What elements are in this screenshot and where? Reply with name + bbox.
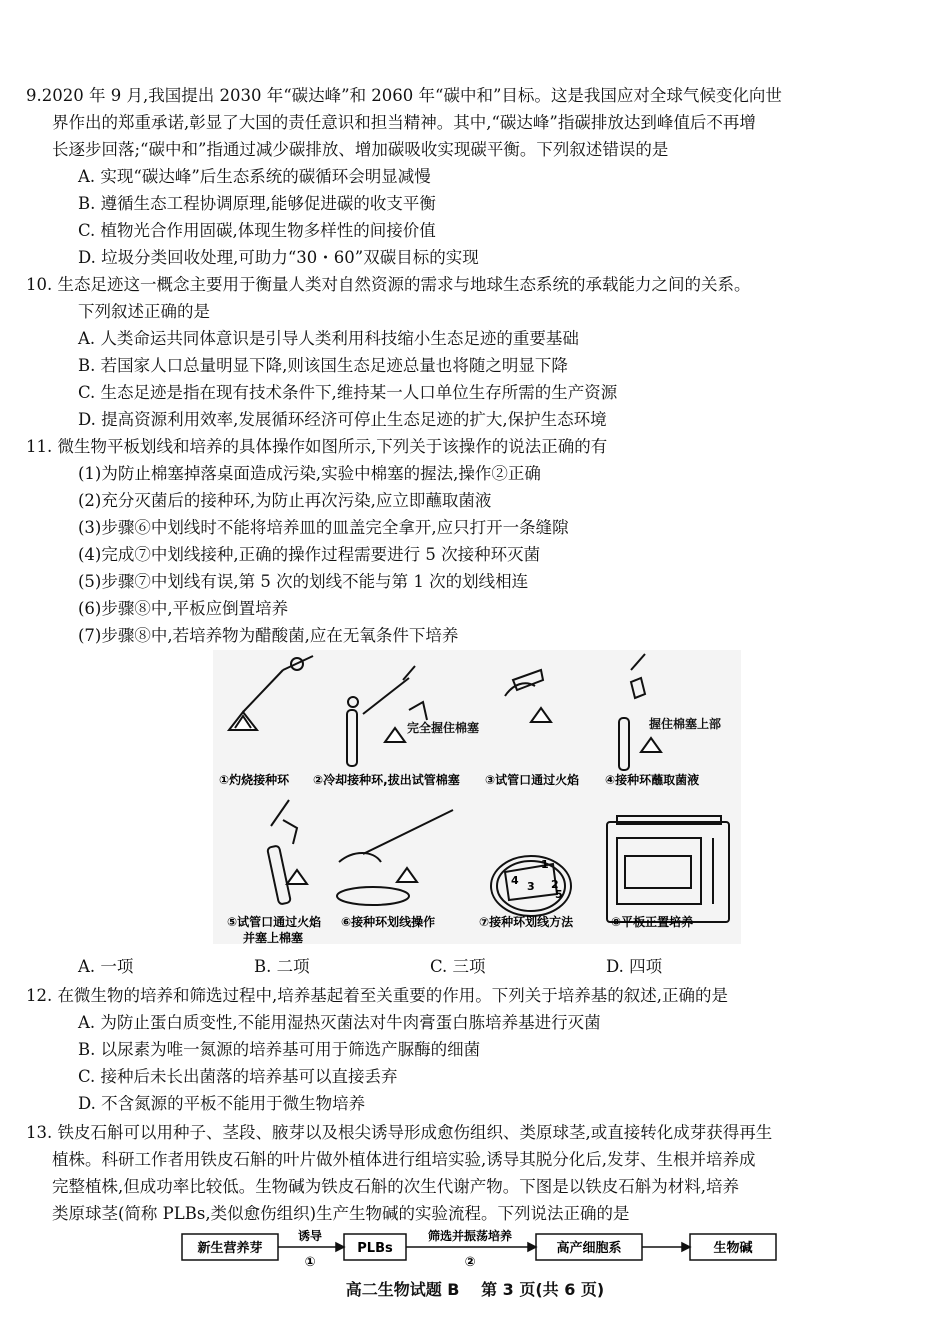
caption-step-7: ⑦接种环划线方法 — [479, 915, 574, 929]
q11-option-row — [52, 953, 914, 980]
step6-streaking-illustration — [337, 810, 453, 905]
q12-option-c: C. 接种后未长出菌落的培养基可以直接丢弃 — [78, 1067, 398, 1086]
q9-option-d: D. 垃圾分类回收处理,可助力“30・60”双碳目标的实现 — [78, 248, 479, 267]
caption-step-3: ③试管口通过火焰 — [485, 773, 580, 787]
q11-statement-2: (2)充分灭菌后的接种环,为防止再次污染,应立即蘸取菌液 — [78, 491, 492, 510]
q11-option-d: D. 四项 — [606, 957, 663, 976]
caption-step-5: ⑤试管口通过火焰 — [227, 915, 322, 929]
flow-arrow1-step: ① — [304, 1255, 316, 1270]
step4-loop-dip-illustration — [619, 654, 661, 770]
flow-label-cell-line: 高产细胞系 — [556, 1241, 622, 1256]
caption-step-8: ⑧平板正置培养 — [611, 915, 694, 929]
q13-stem-line-2: 植株。科研工作者用铁皮石斛的叶片做外植体进行组培实验,诱导其脱分化后,发芽、生根并培养成 — [52, 1150, 756, 1169]
q11-options — [52, 953, 914, 980]
dish-number-1: 1 — [541, 858, 549, 871]
q9-stem-line-3: 长逐步回落;“碳中和”指通过减少碳排放、增加碳吸收实现碳平衡。下列叙述错误的是 — [52, 140, 669, 159]
caption-step-1: ①灼烧接种环 — [219, 773, 290, 787]
flow-arrow2-label: 筛选并振荡培养 — [427, 1229, 513, 1243]
q10-option-b: B. 若国家人口总量明显下降,则该国生态足迹总量也将随之明显下降 — [78, 356, 568, 375]
step8-incubator-illustration — [607, 816, 729, 922]
q13-stem-line-1: 13. 铁皮石斛可以用种子、茎段、腋芽以及根尖诱导形成愈伤组织、类原球茎,或直接转化成芽获得再生 — [26, 1123, 773, 1142]
question-10 — [26, 271, 914, 433]
caption-step-4: ④接种环蘸取菌液 — [605, 773, 700, 787]
page-footer: 高二生物试题 B 第 3 页(共 6 页) — [345, 1280, 605, 1299]
caption-step-2: ②冷却接种环,拔出试管棉塞 — [313, 773, 460, 787]
question-12 — [26, 982, 914, 1117]
flow-label-bud: 新生营养芽 — [197, 1241, 263, 1256]
q11-statement-7: (7)步骤⑧中,若培养物为醋酸菌,应在无氧条件下培养 — [78, 626, 459, 645]
step5-tube-plug-illustration — [267, 800, 307, 905]
q11-statement-6: (6)步骤⑧中,平板应倒置培养 — [78, 599, 289, 618]
question-9 — [26, 82, 914, 271]
q9-stem-line-1: 9.2020 年 9 月,我国提出 2030 年“碳达峰”和 2060 年“碳中和”目标。这是我国应对全球气候变化向世 — [26, 86, 782, 105]
streak-plate-illustration — [213, 650, 741, 944]
q12-option-d: D. 不含氮源的平板不能用于微生物培养 — [78, 1094, 366, 1113]
dish-number-3: 3 — [527, 880, 535, 893]
q10-option-d: D. 提高资源利用效率,发展循环经济可停止生态足迹的扩大,保护生态环境 — [78, 410, 607, 429]
q10-stem-line-2: 下列叙述正确的是 — [78, 302, 210, 321]
caption-step-5-line-2: 并塞上棉塞 — [243, 931, 304, 944]
q11-option-a: A. 一项 — [78, 957, 134, 976]
dish-number-2: 2 — [551, 878, 559, 891]
question-11 — [26, 433, 914, 649]
flow-arrow2-step: ② — [464, 1255, 476, 1270]
q11-stem: 11. 微生物平板划线和培养的具体操作如图所示,下列关于该操作的说法正确的有 — [26, 437, 608, 456]
dish-number-4: 4 — [511, 874, 519, 887]
callout-full-grip: 完全握住棉塞 — [407, 721, 480, 735]
q11-statement-4: (4)完成⑦中划线接种,正确的操作过程需要进行 5 次接种环灭菌 — [78, 545, 541, 564]
q10-option-a: A. 人类命运共同体意识是引导人类利用科技缩小生态足迹的重要基础 — [78, 329, 579, 348]
streak-plate-figure — [213, 650, 741, 944]
caption-step-6: ⑥接种环划线操作 — [341, 915, 436, 929]
q13-stem-line-3: 完整植株,但成功率比较低。生物碱为铁皮石斛的次生代谢产物。下图是以铁皮石斛为材料,培养 — [52, 1177, 739, 1196]
q9-option-c: C. 植物光合作用固碳,体现生物多样性的间接价值 — [78, 221, 436, 240]
q11-option-c: C. 三项 — [430, 957, 486, 976]
step2-cool-loop-illustration — [347, 666, 427, 766]
q12-stem: 12. 在微生物的培养和筛选过程中,培养基起着至关重要的作用。下列关于培养基的叙述,正确的是 — [26, 986, 728, 1005]
q11-statement-3: (3)步骤⑥中划线时不能将培养皿的皿盖完全拿开,应只打开一条缝隙 — [78, 518, 569, 537]
flow-arrow1-label: 诱导 — [297, 1229, 323, 1243]
callout-upper-grip: 握住棉塞上部 — [649, 717, 722, 731]
flow-label-plbs: PLBs — [357, 1241, 393, 1256]
q9-stem-line-2: 界作出的郑重承诺,彰显了大国的责任意识和担当精神。其中,“碳达峰”指碳排放达到峰值后不再增 — [52, 113, 756, 132]
step3-tube-flame-illustration — [505, 670, 551, 722]
q11-statement-5: (5)步骤⑦中划线有误,第 5 次的划线不能与第 1 次的划线相连 — [78, 572, 529, 591]
q10-option-c: C. 生态足迹是指在现有技术条件下,维持某一人口单位生存所需的生产资源 — [78, 383, 618, 402]
dish-number-5: 5 — [555, 888, 563, 901]
question-13 — [26, 1119, 914, 1227]
q12-option-a: A. 为防止蛋白质变性,不能用湿热灭菌法对牛肉膏蛋白胨培养基进行灭菌 — [78, 1013, 601, 1032]
q9-option-a: A. 实现“碳达峰”后生态系统的碳循环会明显减慢 — [78, 167, 431, 186]
q13-flow-diagram — [180, 1226, 780, 1272]
q10-stem-line-1: 10. 生态足迹这一概念主要用于衡量人类对自然资源的需求与地球生态系统的承载能力之间的关系。 — [26, 275, 751, 294]
flow-label-alkaloid: 生物碱 — [713, 1241, 753, 1256]
q12-option-b: B. 以尿素为唯一氮源的培养基可用于筛选产脲酶的细菌 — [78, 1040, 481, 1059]
q9-option-b: B. 遵循生态工程协调原理,能够促进碳的收支平衡 — [78, 194, 436, 213]
step1-flame-loop-illustration — [229, 656, 313, 730]
q13-stem-line-4: 类原球茎(简称 PLBs,类似愈伤组织)生产生物碱的实验流程。下列说法正确的是 — [52, 1204, 630, 1223]
q11-option-b: B. 二项 — [254, 957, 310, 976]
q11-statement-1: (1)为防止棉塞掉落桌面造成污染,实验中棉塞的握法,操作②正确 — [78, 464, 541, 483]
